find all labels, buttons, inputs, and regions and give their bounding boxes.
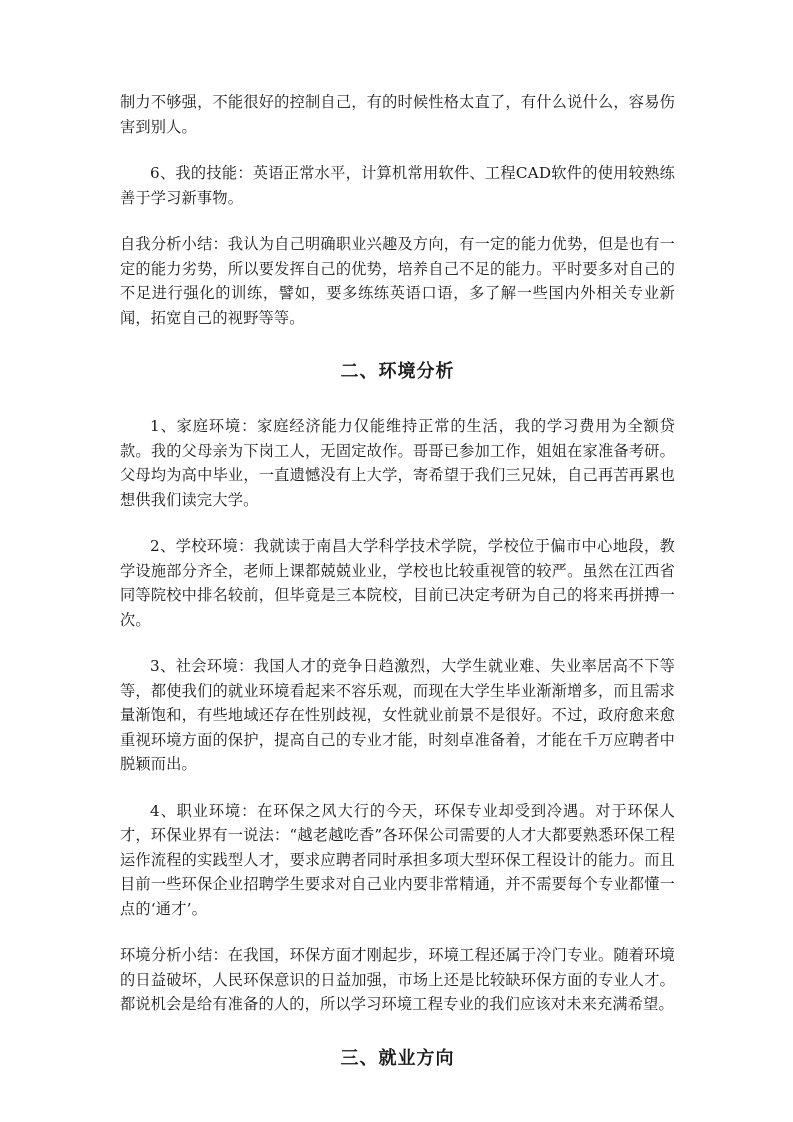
paragraph-social-environment: 3、社会环境：我国人才的竞争日趋激烈，大学生就业难、失业率居高不下等等，都使我们的就业环境看起来不容乐观，而现在大学生毕业渐渐增多，而且需求量渐饱和，有些地域还存在性别歧视，女性就业前景不是很好。不过，政府愈来愈重视环境方面的保护，提高自己的专业才能，时刻卓准备着，才能在千万应聘者中脱颖而出。: [120, 657, 675, 773]
paragraph-skills: 6、我的技能：英语正常水平，计算机常用软件、工程CAD软件的使用较熟练善于学习新事物。: [120, 164, 675, 207]
paragraph-school-environment: 2、学校环境：我就读于南昌大学科学技术学院，学校位于偏市中心地段，教学设施部分齐全，老师上课都兢兢业业，学校也比较重视管的较严。虽然在江西省同等院校中排名较前，但毕竟是三本院校，目前已决定考研为自己的将来再拼搏一次。: [120, 537, 675, 629]
paragraph-career-environment: 4、职业环境：在环保之风大行的今天，环保专业却受到冷遇。对于环保人才，环保业界有一说法：“越老越吃香”各环保公司需要的人才大都要熟悉环保工程运作流程的实践型人才，要求应聘者同时承担多项大型环保工程设计的能力。而且目前一些环保企业招聘学生要求对自己业内要非常精通，并不需要每个专业都懂一点的‘通才’。: [120, 801, 675, 918]
paragraph-self-analysis-summary: 自我分析小结：我认为自己明确职业兴趣及方向，有一定的能力优势，但是也有一定的能力劣势，所以要发挥自己的优势，培养自己不足的能力。平时要多对自己的不足进行强化的训练，譬如，要多练练英语口语，多了解一些国内外相关专业新闻，拓宽自己的视野等等。: [120, 235, 675, 327]
paragraph-family-environment: 1、家庭环境：家庭经济能力仅能维持正常的生活，我的学习费用为全额贷款。我的父母亲为下岗工人，无固定故作。哥哥已参加工作，姐姐在家准备考研。父母均为高中毕业，一直遗憾没有上大学，寄希望于我们三兄妹，自己再苦再累也想供我们读完大学。: [120, 417, 675, 509]
paragraph-continuation: 制力不够强，不能很好的控制自己，有的时候性格太直了，有什么说什么，容易伤害到别人。: [120, 93, 675, 136]
paragraph-environment-summary: 环境分析小结：在我国，环保方面才刚起步，环境工程还属于冷门专业。随着环境的日益破坏，人民环保意识的日益加强，市场上还是比较缺环保方面的专业人才。都说机会是给有准备的人的，所以学习环境工程专业的我们应该对未来充满希望。: [120, 946, 675, 1013]
section-title-environment: 二、环境分析: [340, 361, 455, 382]
section-title-employment: 三、就业方向: [340, 1047, 455, 1069]
document-page: [120, 90, 675, 1071]
